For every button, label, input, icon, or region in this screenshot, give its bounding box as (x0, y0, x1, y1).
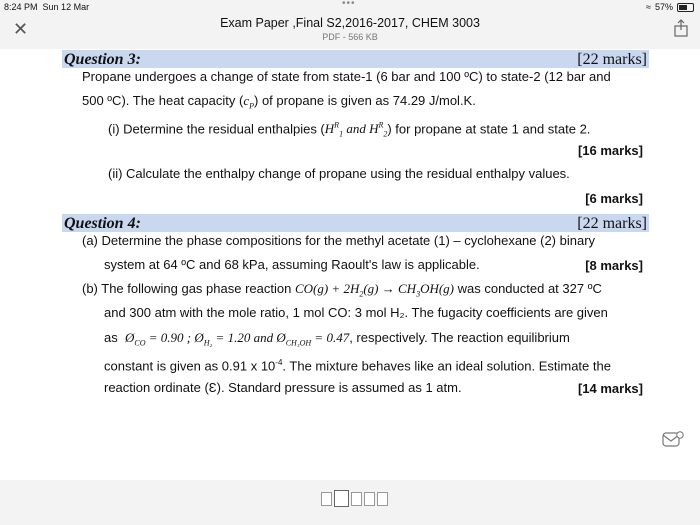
status-right (646, 2, 694, 12)
question-4-header (62, 214, 649, 232)
q4-part-b-marks: [14 marks] (577, 381, 643, 396)
q4-part-b-line-5: reaction ordinate (Ɛ). Standard pressure is assumed as 1 atm. (104, 380, 462, 395)
question-3-title: Question 3: (64, 51, 141, 68)
q4-part-a-marks: [8 marks] (585, 258, 643, 273)
q3-part-ii-marks: [6 marks] (585, 191, 643, 206)
q4-part-a-line-1: (a) Determine the phase compositions for the methyl acetate (1) – cyclohexane (2) binary (82, 233, 596, 248)
page-thumbnails-icon[interactable] (321, 492, 388, 507)
status-bar (0, 0, 700, 13)
q4-part-b-line-3: as $Ø_{CO} = 0.90$ ; $Ø_{H_2} = 1.20$ and $Ø_{CH_3OH} = 0.47$, respectively. The reaction equilibrium (104, 330, 570, 348)
document-title: Exam Paper ,Final S2,2016-2017, CHEM 3003 (220, 16, 480, 30)
document-subtitle: PDF - 566 KB (322, 32, 378, 42)
q4-part-b-line-2: and 300 atm with the mole ratio, 1 mol CO: 3 mol H₂. The fugacity coefficients are given (104, 305, 608, 320)
document-header (0, 13, 700, 49)
battery-icon (677, 3, 694, 12)
q3-part-i-marks: [16 marks] (577, 143, 643, 158)
page-thumbnail[interactable] (321, 492, 332, 506)
status-time-date: 8:24 PM Sun 12 Mar (4, 2, 90, 12)
q4-part-a-line-2: system at 64 ºC and 68 kPa, assuming Raoult's law is applicable. (104, 257, 480, 272)
q3-intro-line-2: 500 ºC). The heat capacity $(c_P)$ of propane is given as 74.29 J/mol.K. (82, 93, 476, 111)
share-icon[interactable] (672, 19, 690, 37)
wifi-icon: ≈ (646, 2, 651, 12)
question-3-header (62, 50, 649, 68)
question-4-title: Question 4: (64, 215, 141, 232)
page-thumbnail-current[interactable] (334, 490, 349, 507)
question-3-marks: [22 marks] (577, 51, 647, 68)
battery-percent: 57% (654, 2, 673, 12)
q3-part-i: (i) Determine the residual enthalpies ($H^R_1$ and $H^R_2$) for propane at state 1 and state 2. (108, 121, 591, 139)
page-thumbnail[interactable] (364, 492, 375, 506)
q3-part-ii: (ii) Calculate the enthalpy change of propane using the residual enthalpy values. (108, 166, 570, 181)
close-icon[interactable]: ✕ (13, 19, 29, 39)
question-4-marks: [22 marks] (577, 215, 647, 232)
q4-part-b-line-1: (b) The following gas phase reaction $CO(g) + 2H_2(g) \to CH_3OH(g)$ was conducted at 327 ºC (82, 281, 602, 299)
page-thumbnail[interactable] (351, 492, 362, 506)
q3-intro-line-1: Propane undergoes a change of state from state-1 (6 bar and 100 ºC) to state-2 (12 bar and (82, 69, 611, 84)
page-thumbnail[interactable] (377, 492, 388, 506)
document-page (0, 49, 700, 480)
message-icon[interactable] (662, 431, 684, 451)
q4-part-b-line-4: constant is given as 0.91 x $10^{-4}$. The mixture behaves like an ideal solution. Estimate the (104, 358, 611, 374)
multitask-dots[interactable]: ••• (342, 0, 356, 9)
